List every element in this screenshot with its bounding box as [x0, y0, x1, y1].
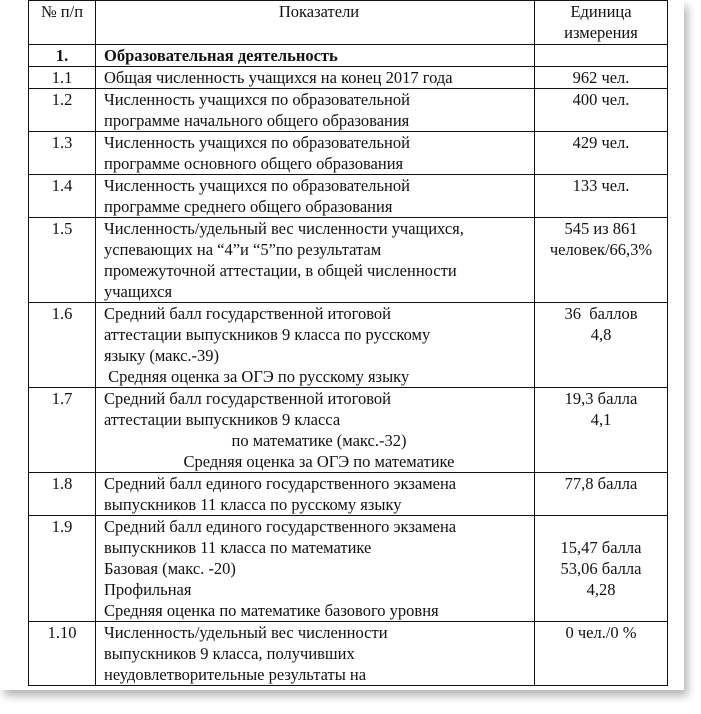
row-num: 1.10	[29, 622, 96, 686]
section-row	[29, 45, 668, 67]
table-row	[29, 89, 668, 132]
indicator-line: Численность учащихся по образовательной	[104, 133, 410, 152]
row-indicator	[96, 218, 535, 303]
unit-line: 0 чел./0 %	[565, 623, 637, 642]
unit-line: 15,47 балла	[560, 538, 642, 557]
row-indicator	[96, 175, 535, 218]
row-indicator	[96, 89, 535, 132]
section-title: Образовательная деятельность	[96, 45, 535, 67]
table-row	[29, 67, 668, 89]
row-num: 1.8	[29, 473, 96, 516]
row-indicator	[96, 388, 535, 473]
row-num: 1.4	[29, 175, 96, 218]
unit-line: 36 баллов	[564, 304, 638, 323]
row-indicator	[96, 303, 535, 388]
header-indicator: Показатели	[96, 1, 535, 45]
indicator-line: Численность/удельный вес численности	[104, 623, 388, 642]
indicator-line: Профильная	[104, 580, 192, 599]
indicator-line: Средняя оценка по математике базового уровня	[104, 601, 439, 620]
table-row	[29, 175, 668, 218]
indicator-line: Численность/удельный вес численности учащихся,	[104, 219, 464, 238]
row-num: 1.6	[29, 303, 96, 388]
unit-line: 962 чел.	[572, 68, 630, 87]
unit-line: 19,3 балла	[564, 389, 638, 408]
row-indicator	[96, 132, 535, 175]
row-num: 1.5	[29, 218, 96, 303]
indicator-line: по математике (макс.-32)	[231, 431, 407, 450]
indicator-line: Средний балл единого государственного экзамена	[104, 517, 457, 536]
unit-line: 133 чел.	[572, 176, 630, 195]
indicator-line: выпускников 9 класса, получивших	[104, 644, 355, 663]
section-num: 1.	[29, 45, 96, 67]
row-unit	[535, 622, 668, 686]
row-unit	[535, 67, 668, 89]
row-unit	[535, 303, 668, 388]
row-unit	[535, 516, 668, 622]
indicator-line: языку (макс.-39)	[104, 346, 220, 365]
indicator-line: выпускников 11 класса по русскому языку	[104, 495, 402, 514]
indicator-line: аттестации выпускников 9 класса по русскому	[104, 325, 431, 344]
indicator-line: программе начального общего образования	[104, 111, 410, 130]
indicator-line: Средний балл государственной итоговой	[104, 304, 391, 323]
unit-line: 77,8 балла	[564, 474, 638, 493]
table-row	[29, 303, 668, 388]
indicator-line: аттестации выпускников 9 класса	[104, 410, 341, 429]
indicator-line: промежуточной аттестации, в общей численности	[104, 261, 457, 280]
indicator-line: Средняя оценка за ОГЭ по русскому языку	[104, 367, 410, 386]
indicator-line: Общая численность учащихся на конец 2017 года	[104, 68, 453, 87]
unit-line: 429 чел.	[572, 133, 630, 152]
table-row	[29, 218, 668, 303]
row-unit	[535, 473, 668, 516]
row-num: 1.9	[29, 516, 96, 622]
table-row	[29, 388, 668, 473]
unit-line: 400 чел.	[572, 90, 630, 109]
unit-line: человек/66,3%	[549, 240, 653, 259]
indicator-line: Средний балл единого государственного экзамена	[104, 474, 457, 493]
row-num: 1.3	[29, 132, 96, 175]
row-indicator	[96, 67, 535, 89]
row-unit	[535, 175, 668, 218]
table-row	[29, 473, 668, 516]
row-num: 1.2	[29, 89, 96, 132]
row-unit	[535, 132, 668, 175]
header-num: № п/п	[29, 1, 96, 45]
indicator-line: успевающих на “4”и “5”по результатам	[104, 240, 382, 259]
row-num: 1.7	[29, 388, 96, 473]
header-unit-line: измерения	[564, 23, 638, 42]
row-num: 1.1	[29, 67, 96, 89]
unit-line: 545 из 861	[564, 219, 638, 238]
indicator-line: Базовая (макс. -20)	[104, 559, 236, 578]
table-row	[29, 132, 668, 175]
indicator-line: Численность учащихся по образовательной	[104, 90, 410, 109]
unit-line: 4,28	[586, 580, 616, 599]
section-unit	[535, 45, 668, 67]
indicator-line: программе основного общего образования	[104, 154, 404, 173]
indicator-line: выпускников 11 класса по математике	[104, 538, 372, 557]
row-unit	[535, 89, 668, 132]
header-unit-line: Единица	[570, 2, 632, 21]
indicator-line: Средняя оценка за ОГЭ по математике	[183, 452, 455, 471]
indicator-line: неудовлетворительные результаты на	[104, 665, 367, 684]
row-unit	[535, 388, 668, 473]
row-indicator	[96, 516, 535, 622]
unit-line: 53,06 балла	[560, 559, 642, 578]
row-unit	[535, 218, 668, 303]
indicator-line: программе среднего общего образования	[104, 197, 393, 216]
indicator-line: Средний балл государственной итоговой	[104, 389, 391, 408]
indicators-table	[28, 0, 668, 686]
header-unit	[535, 1, 668, 45]
table-row	[29, 516, 668, 622]
unit-line: 4,1	[590, 410, 612, 429]
table-header-row	[29, 1, 668, 45]
unit-line: 4,8	[590, 325, 612, 344]
indicator-line: Численность учащихся по образовательной	[104, 176, 410, 195]
indicator-line: учащихся	[104, 282, 173, 301]
row-indicator	[96, 473, 535, 516]
row-indicator	[96, 622, 535, 686]
table-row	[29, 622, 668, 686]
